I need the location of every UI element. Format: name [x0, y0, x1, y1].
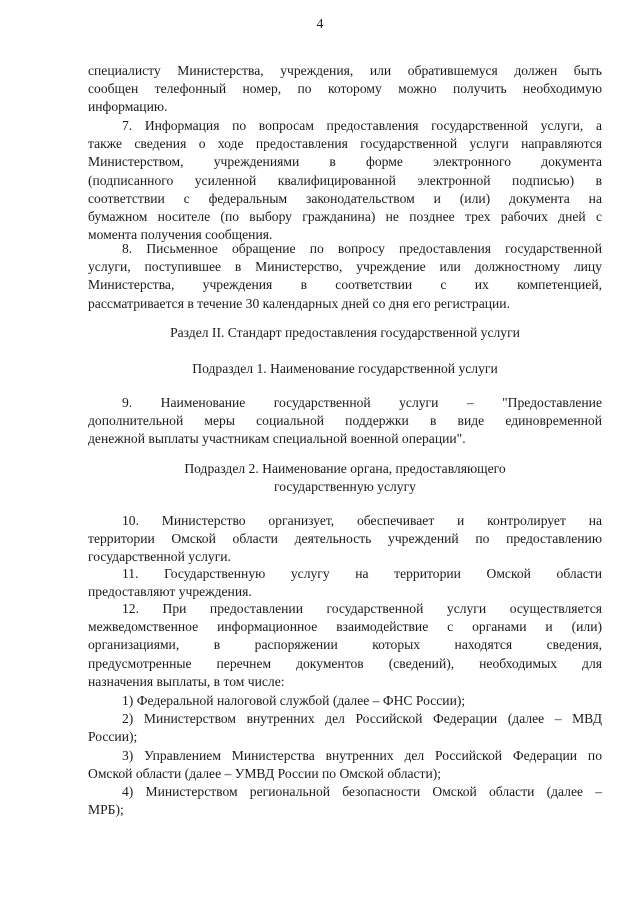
text-line: Министерством, учреждениями в форме электронного документа [88, 154, 602, 170]
agency-list [88, 692, 602, 819]
text-line: также сведения о ходе предоставления государственной услуги направляются [88, 136, 602, 152]
text-line: рассматривается в течение 30 календарных дней со дня его регистрации. [88, 295, 510, 311]
text-line: момента получения сообщения. [88, 227, 273, 243]
text-line: бумажном носителе (по выбору гражданина) не позднее трех рабочих дней с [88, 209, 602, 225]
page-number: 4 [316, 16, 324, 31]
text-line: денежной выплаты участникам специальной военной операции". [88, 431, 466, 447]
text-line: предусмотренные перечнем документов (сведений), необходимых для [88, 655, 602, 671]
text-line: услуги, поступившее в Министерство, учреждение или должностному лицу [88, 259, 602, 275]
text-line: назначения выплаты, в том числе: [88, 673, 285, 689]
text-line: 11. Государственную услугу на территории Омской области [122, 566, 602, 581]
text-line: 12. При предоставлении государственной услуги осуществляется [122, 601, 602, 616]
list-item: 3) Управлением Министерства внутренних дел Российской Федерации по [122, 747, 602, 763]
subsection-2-heading [88, 460, 602, 496]
text-line: МРБ); [88, 802, 124, 818]
text-line: 10. Министерство организует, обеспечивает и контролирует на [122, 513, 602, 528]
heading-line: государственную услугу [274, 479, 416, 495]
text-line: 8. Письменное обращение по вопросу предоставления государственной [122, 241, 602, 256]
text-line: территории Омской области деятельность учреждений по предоставлению [88, 531, 602, 547]
paragraph-10 [88, 512, 602, 567]
paragraph-11 [88, 565, 602, 601]
text-line: Омской области (далее – УМВД России по Омской области); [88, 765, 442, 781]
text-line: дополнительной меры социальной поддержки в виде единовременной [88, 413, 602, 429]
paragraph-9 [88, 394, 602, 449]
paragraph-8 [88, 240, 602, 313]
subsection-1-heading: Подраздел 1. Наименование государственной услуги [192, 361, 498, 376]
text-line: сообщен телефонный номер, по которому можно получить необходимую [88, 81, 602, 97]
text-line: государственной услуги. [88, 549, 231, 565]
text-line: 9. Наименование государственной услуги – "Предоставление [122, 395, 602, 410]
text-line: межведомственное информационное взаимодействие с органами и (или) [88, 619, 602, 635]
text-line: Министерства, учреждения в соответствии с их компетенцией, [88, 277, 602, 293]
intro-paragraph [88, 62, 602, 117]
text-line: соответствии с федеральным законодательством и (или) документа на [88, 190, 602, 206]
paragraph-12 [88, 600, 602, 691]
list-item: 4) Министерством региональной безопасности Омской области (далее – [122, 784, 602, 800]
list-item: 2) Министерством внутренних дел Российской Федерации (далее – МВД [122, 711, 602, 727]
text-line: предоставляют учреждения. [88, 584, 252, 600]
text-line: России); [88, 729, 138, 745]
text-line: организациями, в распоряжении которых находятся сведения, [88, 637, 602, 653]
paragraph-7 [88, 117, 602, 244]
text-line: информацию. [88, 99, 168, 115]
text-line: 7. Информация по вопросам предоставления государственной услуги, а [122, 118, 602, 133]
list-item: 1) Федеральной налоговой службой (далее – ФНС России); [122, 693, 466, 708]
section-2-heading: Раздел II. Стандарт предоставления государственной услуги [170, 325, 520, 340]
text-line: специалисту Министерства, учреждения, или обратившемуся должен быть [88, 63, 602, 78]
heading-line: Подраздел 2. Наименование органа, предоставляющего [184, 461, 506, 476]
text-line: (подписанного усиленной квалифицированной электронной подписью) в [88, 172, 602, 188]
